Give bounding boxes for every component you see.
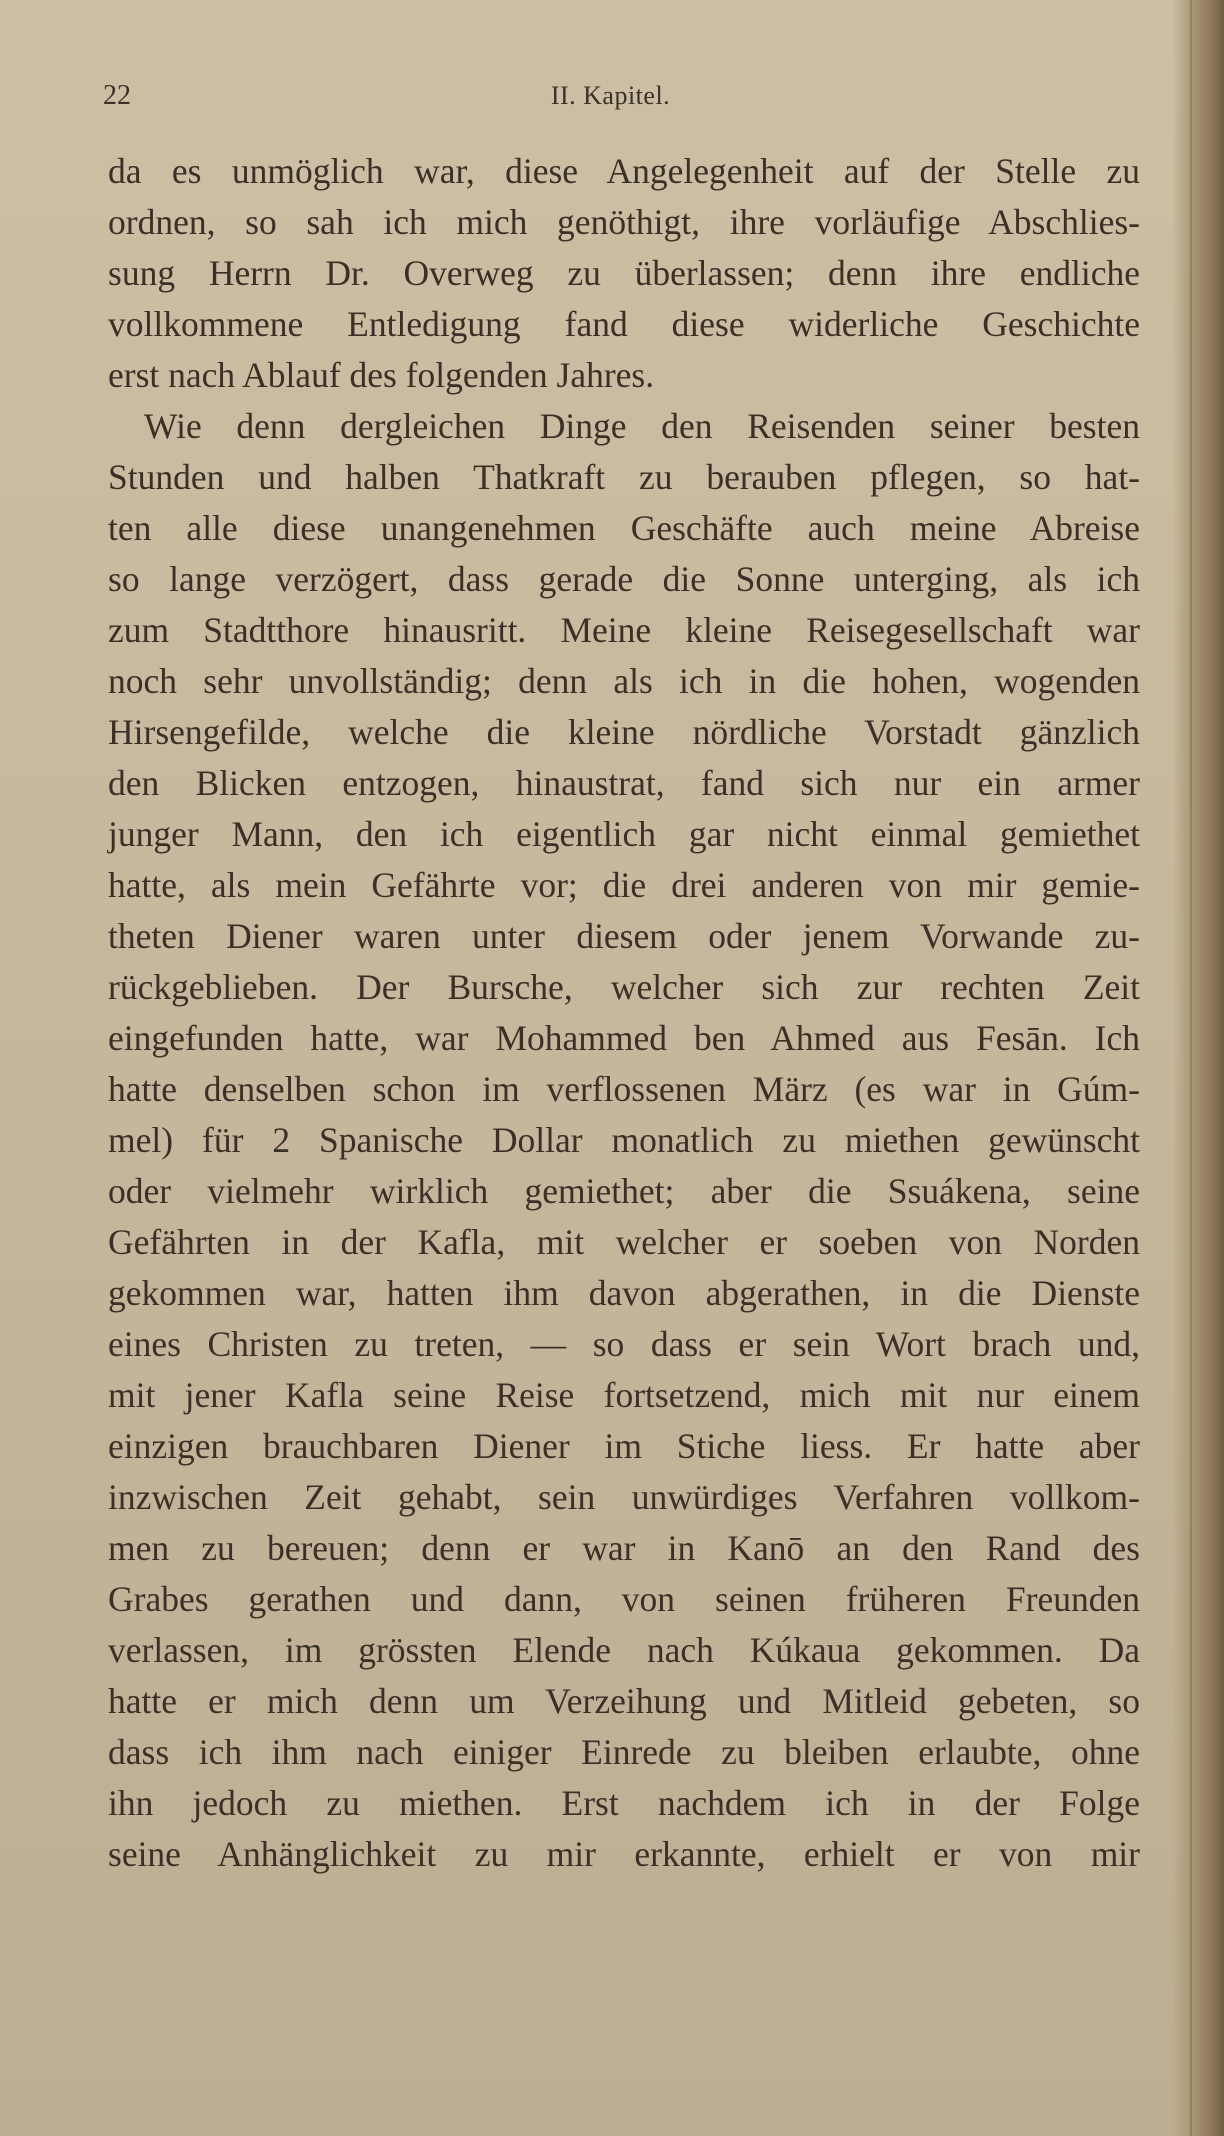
text-line: hatte, als mein Gefährte vor; die drei anderen von mir gemie- bbox=[108, 865, 1140, 905]
text-line: eines Christen zu treten, — so dass er sein Wort brach und, bbox=[108, 1324, 1140, 1364]
text-line: junger Mann, den ich eigentlich gar nicht einmal gemiethet bbox=[108, 814, 1140, 854]
text-line: dass ich ihm nach einiger Einrede zu bleiben erlaubte, ohne bbox=[108, 1732, 1140, 1772]
text-line: Stunden und halben Thatkraft zu berauben pflegen, so hat- bbox=[108, 457, 1140, 497]
text-line: ihn jedoch zu miethen. Erst nachdem ich in der Folge bbox=[108, 1783, 1140, 1823]
page-edge-shadow bbox=[1172, 0, 1224, 2136]
text-line: hatte er mich denn um Verzeihung und Mitleid gebeten, so bbox=[108, 1681, 1140, 1721]
text-line: hatte denselben schon im verflossenen März (es war in Gúm- bbox=[108, 1069, 1140, 1109]
text-line: ten alle diese unangenehmen Geschäfte auch meine Abreise bbox=[108, 508, 1140, 548]
chapter-title: II. Kapitel. bbox=[550, 81, 671, 110]
text-line: mit jener Kafla seine Reise fortsetzend, mich mit nur einem bbox=[108, 1375, 1140, 1415]
text-line: Wie denn dergleichen Dinge den Reisenden seiner besten bbox=[144, 406, 1140, 446]
text-line: vollkommene Entledigung fand diese widerliche Geschichte bbox=[108, 304, 1140, 344]
page-number: 22 bbox=[103, 80, 131, 111]
body-text bbox=[108, 146, 1140, 1880]
text-line: gekommen war, hatten ihm davon abgerathen, in die Dienste bbox=[108, 1273, 1140, 1313]
text-line: sung Herrn Dr. Overweg zu überlassen; denn ihre endliche bbox=[108, 253, 1140, 293]
text-line: oder vielmehr wirklich gemiethet; aber die Ssuákena, seine bbox=[108, 1171, 1140, 1211]
text-line: zum Stadtthore hinausritt. Meine kleine Reisegesellschaft war bbox=[108, 610, 1140, 650]
text-line: men zu bereuen; denn er war in Kanō an den Rand des bbox=[108, 1528, 1140, 1568]
text-line: rückgeblieben. Der Bursche, welcher sich zur rechten Zeit bbox=[108, 967, 1140, 1007]
text-line: eingefunden hatte, war Mohammed ben Ahmed aus Fesān. Ich bbox=[108, 1018, 1140, 1058]
text-line: seine Anhänglichkeit zu mir erkannte, erhielt er von mir bbox=[108, 1834, 1140, 1874]
text-line: theten Diener waren unter diesem oder jenem Vorwande zu- bbox=[108, 916, 1140, 956]
text-line: einzigen brauchbaren Diener im Stiche liess. Er hatte aber bbox=[108, 1426, 1140, 1466]
text-line: da es unmöglich war, diese Angelegenheit auf der Stelle zu bbox=[108, 151, 1140, 191]
text-line: Gefährten in der Kafla, mit welcher er soeben von Norden bbox=[108, 1222, 1140, 1262]
text-line: mel) für 2 Spanische Dollar monatlich zu miethen gewünscht bbox=[108, 1120, 1140, 1160]
text-line: den Blicken entzogen, hinaustrat, fand sich nur ein armer bbox=[108, 763, 1140, 803]
text-line: ordnen, so sah ich mich genöthigt, ihre vorläufige Abschlies- bbox=[108, 202, 1140, 242]
running-head bbox=[103, 76, 1118, 116]
text-line: Hirsengefilde, welche die kleine nördliche Vorstadt gänzlich bbox=[108, 712, 1140, 752]
text-line: noch sehr unvollständig; denn als ich in die hohen, wogenden bbox=[108, 661, 1140, 701]
text-line: inzwischen Zeit gehabt, sein unwürdiges Verfahren vollkom- bbox=[108, 1477, 1140, 1517]
text-line: erst nach Ablauf des folgenden Jahres. bbox=[108, 355, 655, 395]
text-line: Grabes gerathen und dann, von seinen früheren Freunden bbox=[108, 1579, 1140, 1619]
text-line: so lange verzögert, dass gerade die Sonne unterging, als ich bbox=[108, 559, 1140, 599]
text-line: verlassen, im grössten Elende nach Kúkaua gekommen. Da bbox=[108, 1630, 1140, 1670]
